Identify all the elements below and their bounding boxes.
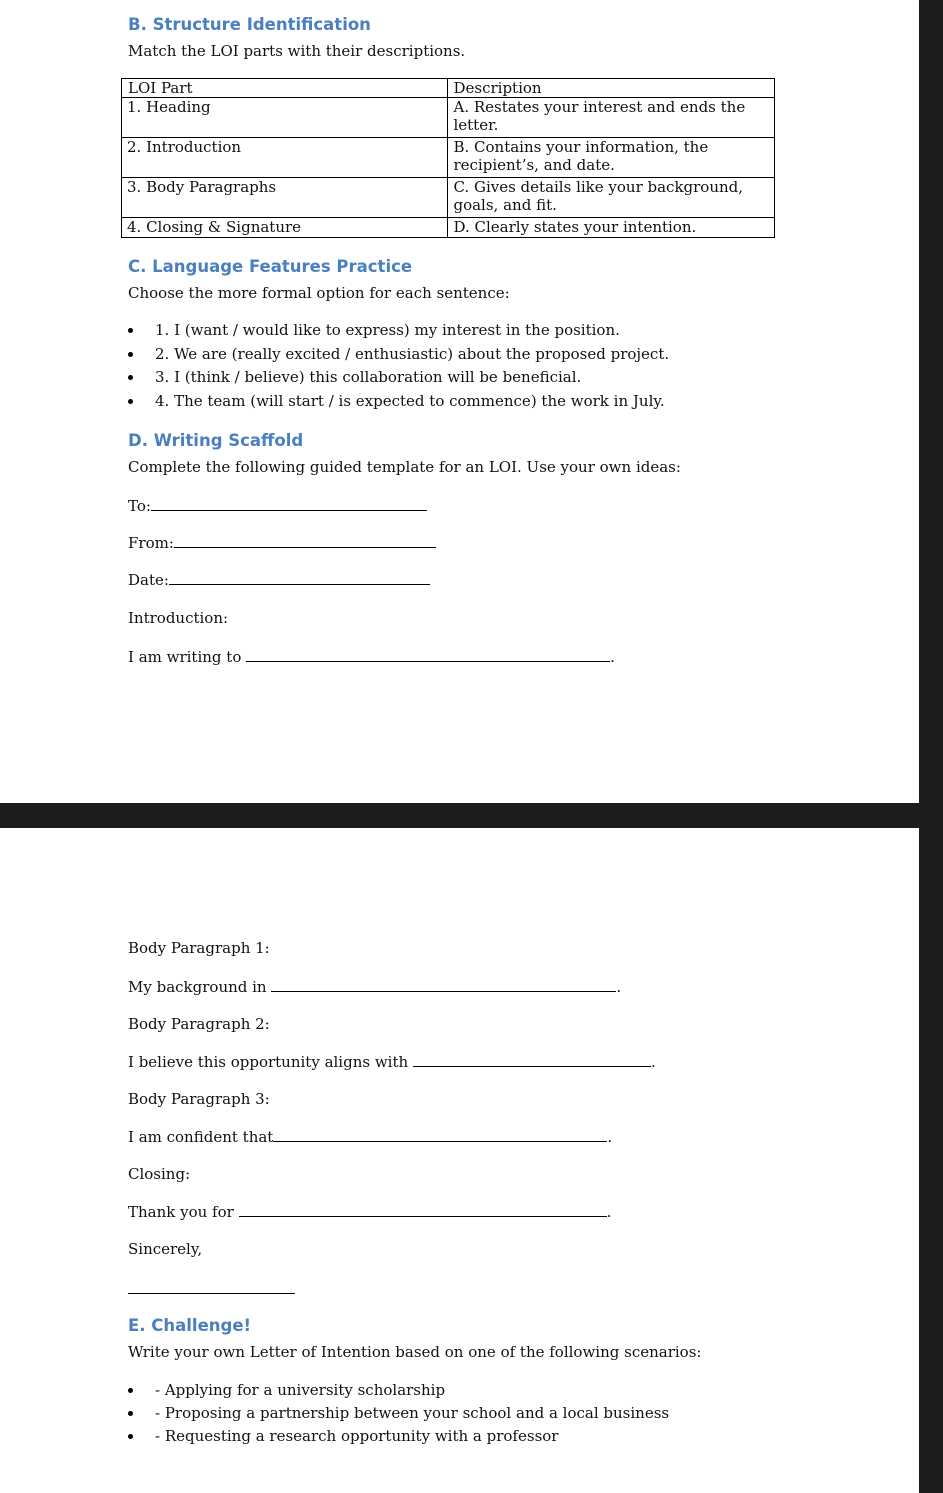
closing-row [128,1202,611,1221]
list-item: - Proposing a partnership between your school and a local business [121,1404,669,1422]
period: . [650,1053,656,1071]
body-paragraph-3-label: Body Paragraph 3: [128,1090,270,1108]
list-item: 1. I (want / would like to express) my interest in the position. [121,321,669,339]
section-d-instruction: Complete the following guided template for an LOI. Use your own ideas: [128,458,681,476]
body-paragraph-3-prompt: I am confident that [128,1128,274,1146]
table-cell-description: A. Restates your interest and ends the letter. [448,98,775,138]
list-item: - Requesting a research opportunity with a professor [121,1427,669,1445]
closing-label: Closing: [128,1165,191,1183]
loi-match-table [121,78,775,238]
body-paragraph-2-blank-line[interactable] [413,1052,651,1067]
section-b-instruction: Match the LOI parts with their descriptions. [128,42,466,60]
table-cell-part: 3. Body Paragraphs [122,178,448,218]
table-header-description: Description [448,79,775,98]
document-page-2 [0,828,919,1493]
table-cell-part: 2. Introduction [122,138,448,178]
to-label: To: [128,497,151,515]
body-paragraph-1-blank-line[interactable] [271,977,616,992]
introduction-blank-line[interactable] [246,647,610,662]
to-field-row [128,496,427,515]
table-cell-description: B. Contains your information, the recipient’s, and date. [448,138,775,178]
section-d-heading: D. Writing Scaffold [128,431,304,450]
section-b-heading: B. Structure Identification [128,15,371,34]
table-row [122,138,775,178]
table-header-row [122,79,775,98]
table-cell-part: 4. Closing & Signature [122,218,448,238]
formal-options-list [121,321,669,410]
signature-blank-line[interactable] [128,1293,295,1294]
introduction-row [128,647,615,666]
body-paragraph-2-row [128,1052,656,1071]
list-item: 2. We are (really excited / enthusiastic) about the proposed project. [121,345,669,363]
body-paragraph-1-prompt: My background in [128,978,267,996]
introduction-prompt: I am writing to [128,648,242,666]
introduction-label: Introduction: [128,609,229,627]
period: . [606,1203,612,1221]
date-field-row [128,570,430,589]
list-item: 3. I (think / believe) this collaboration will be beneficial. [121,368,669,386]
section-e-heading: E. Challenge! [128,1316,252,1335]
section-e-instruction: Write your own Letter of Intention based on one of the following scenarios: [128,1343,702,1361]
table-row [122,218,775,238]
table-cell-description: D. Clearly states your intention. [448,218,775,238]
table-cell-description: C. Gives details like your background, goals, and fit. [448,178,775,218]
from-label: From: [128,534,174,552]
closing-blank-line[interactable] [239,1202,607,1217]
body-paragraph-1-label: Body Paragraph 1: [128,939,270,957]
table-header-loi-part: LOI Part [122,79,448,98]
list-item: 4. The team (will start / is expected to commence) the work in July. [121,392,669,410]
date-blank-line[interactable] [169,570,430,585]
date-label: Date: [128,571,169,589]
body-paragraph-3-blank-line[interactable] [273,1127,607,1142]
table-row [122,98,775,138]
from-field-row [128,533,436,552]
table-row [122,178,775,218]
body-paragraph-2-label: Body Paragraph 2: [128,1015,270,1033]
table-cell-part: 1. Heading [122,98,448,138]
closing-prompt: Thank you for [128,1203,234,1221]
body-paragraph-3-row [128,1127,612,1146]
section-c-heading: C. Language Features Practice [128,257,413,276]
body-paragraph-1-row [128,977,621,996]
body-paragraph-2-prompt: I believe this opportunity aligns with [128,1053,409,1071]
from-blank-line[interactable] [174,533,436,548]
to-blank-line[interactable] [151,496,427,511]
period: . [610,648,615,666]
period: . [607,1128,613,1146]
scenario-list [121,1381,669,1445]
list-item: - Applying for a university scholarship [121,1381,669,1399]
section-c-instruction: Choose the more formal option for each sentence: [128,284,510,302]
period: . [616,978,622,996]
signoff-text: Sincerely, [128,1240,203,1258]
